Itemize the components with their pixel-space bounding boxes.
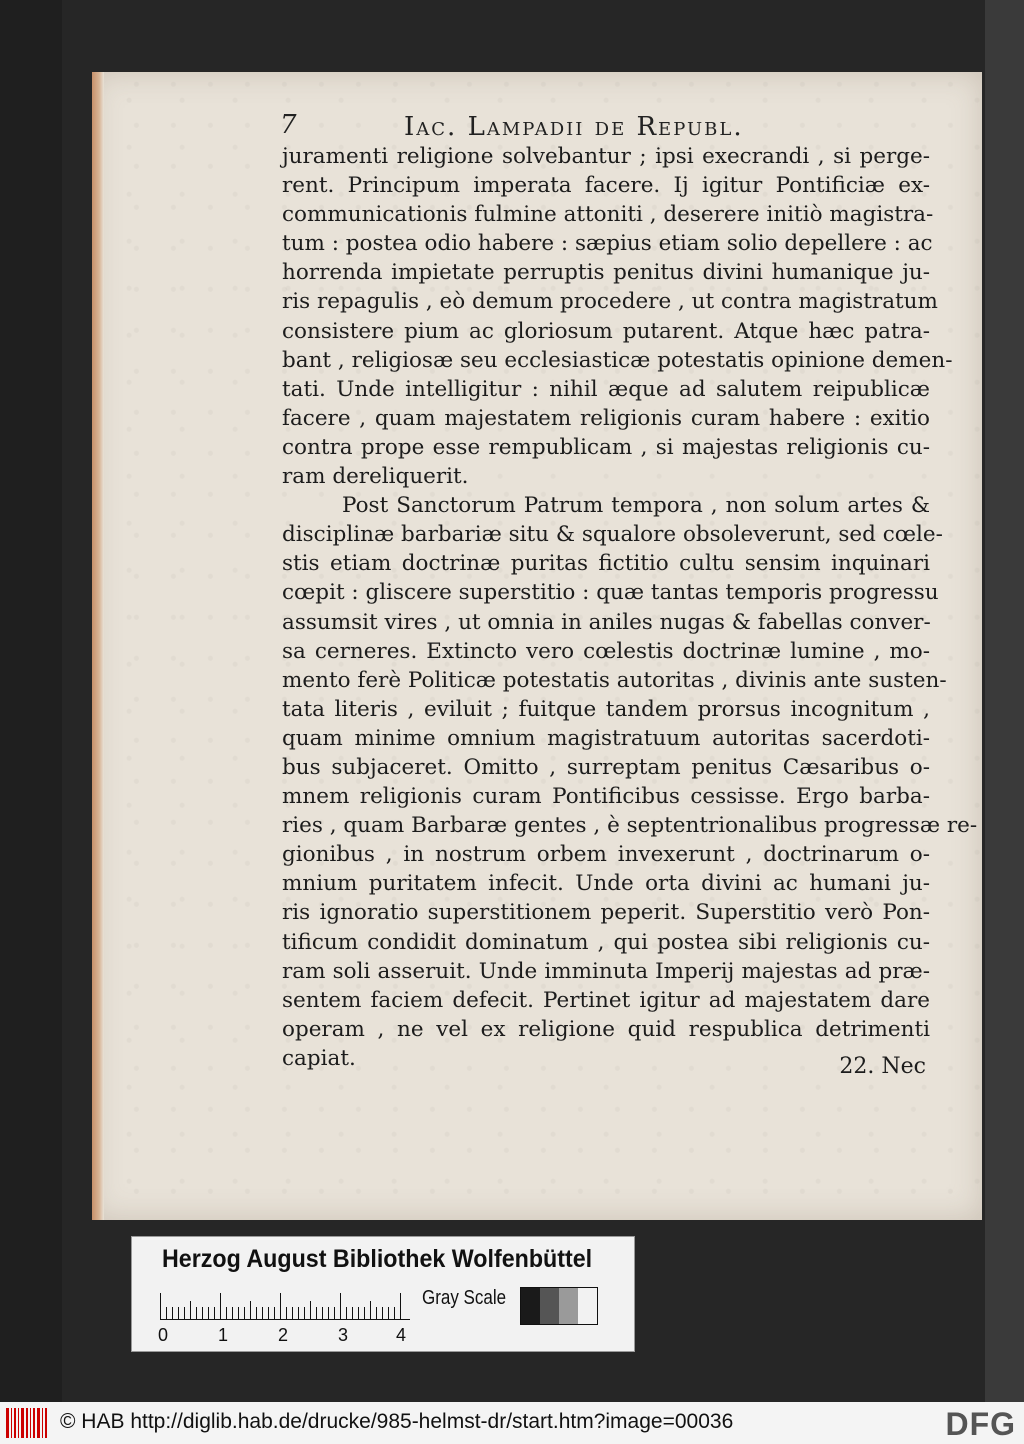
scale-number: 4 [396, 1325, 407, 1345]
ruler-tick [226, 1307, 227, 1319]
ruler-tick [394, 1307, 395, 1319]
ruler-tick [190, 1301, 191, 1319]
barcode-bar [30, 1408, 31, 1438]
ruler-tick [166, 1307, 167, 1319]
text-line: assumsit vires , ut omnia in aniles nugas & fabellas conver- [282, 609, 931, 635]
gray-scale-swatches [520, 1287, 598, 1325]
scale-number: 3 [338, 1325, 349, 1345]
ruler-tick [370, 1301, 371, 1319]
gray-swatch [559, 1288, 578, 1324]
ruler-tick [310, 1301, 311, 1319]
ruler-tick [184, 1307, 185, 1319]
footer-bar [0, 1402, 1024, 1444]
barcode-bar [21, 1408, 24, 1438]
gray-swatch [540, 1288, 559, 1324]
barcode-bar [18, 1408, 19, 1438]
text-line: juramenti religione solvebantur ; ipsi execrandi , si perge- [282, 144, 930, 169]
barcode-bar [42, 1408, 43, 1438]
ruler-tick [172, 1307, 173, 1319]
barcode-bar [6, 1408, 9, 1438]
ruler-tick [214, 1307, 215, 1319]
text-line: bus subjaceret. Omitto , surreptam penitus Cæsaribus o- [282, 754, 930, 780]
barcode-bar [14, 1408, 16, 1438]
text-line: consistere pium ac gloriosum putarent. Atque hæc patra- [282, 318, 930, 344]
copyright-url[interactable]: © HAB http://diglib.hab.de/drucke/985-helmst-dr/start.htm?image=00036 [60, 1410, 734, 1433]
ruler-tick [274, 1307, 275, 1319]
gray-swatch [521, 1288, 540, 1324]
dfg-logo: DFG [945, 1406, 1016, 1442]
ruler-tick [292, 1307, 293, 1319]
text-line: ries , quam Barbaræ gentes , è septentrionalibus progressæ re- [282, 813, 978, 839]
ruler-tick [376, 1307, 377, 1319]
text-line: mnium puritatem infecit. Unde orta divini ac humani ju- [282, 871, 930, 897]
text-line: gionibus , in nostrum orbem invexerunt , doctrinarum o- [282, 842, 930, 868]
text-line: sa cerneres. Extincto vero cœlestis doctrinæ lumine , mo- [282, 638, 930, 664]
text-line: ris ignoratio superstitionem peperit. Superstitio verò Pon- [282, 900, 930, 926]
library-name: Herzog August Bibliothek Wolfenbüttel [162, 1245, 593, 1273]
text-line: Post Sanctorum Patrum tempora , non solum artes & [342, 493, 930, 519]
ruler-tick [400, 1293, 401, 1319]
barcode-bar [33, 1408, 35, 1438]
ruler-tick [202, 1307, 203, 1319]
ruler-tick [298, 1307, 299, 1319]
ruler-tick [346, 1307, 347, 1319]
barcode-bar [37, 1408, 40, 1438]
book-cover-edge [985, 0, 1024, 1402]
gray-scale-label: Gray Scale [422, 1287, 507, 1309]
text-line: bant , religiosæ seu ecclesiasticæ potestatis opinione demen- [282, 347, 953, 373]
ruler-tick [304, 1307, 305, 1319]
hab-barcode-logo [6, 1408, 48, 1438]
ruler-tick [262, 1307, 263, 1319]
text-line: ris repagulis , eò demum procedere , ut contra magistratum [282, 289, 938, 315]
ruler-tick [196, 1307, 197, 1319]
catchword: 22. Nec [839, 1054, 926, 1079]
ruler-tick [286, 1307, 287, 1319]
book-page [92, 72, 982, 1220]
page-number: 7 [280, 110, 297, 140]
ruler-tick [250, 1301, 251, 1319]
text-line: communicationis fulmine attoniti , deserere initiò magistra- [282, 202, 934, 228]
ruler-tick [244, 1307, 245, 1319]
ruler-tick [238, 1307, 239, 1319]
running-head: Iac. Lampadii de Republ. [404, 112, 744, 142]
text-line: facere , quam majestatem religionis curam habere : exitio [282, 405, 930, 431]
text-line: contra prope esse rempublicam , si majestas religionis cu- [282, 434, 930, 460]
ruler-tick [268, 1307, 269, 1319]
gray-swatch [578, 1288, 597, 1324]
body-text [282, 142, 978, 1073]
ruler-tick [340, 1293, 341, 1319]
scan-left-edge [0, 0, 62, 1402]
barcode-bar [11, 1408, 12, 1438]
ruler-tick [358, 1307, 359, 1319]
ruler-tick [322, 1307, 323, 1319]
ruler-tick [352, 1307, 353, 1319]
scale-number: 2 [278, 1325, 289, 1345]
ruler-tick [316, 1307, 317, 1319]
ruler-tick [256, 1307, 257, 1319]
text-line: ram dereliquerit. [282, 464, 469, 490]
text-line: mnem religionis curam Pontificibus cessisse. Ergo barba- [282, 784, 930, 810]
ruler-tick [328, 1307, 329, 1319]
color-calibration-card [131, 1236, 635, 1352]
text-line: ram soli asseruit. Unde imminuta Imperij majestas ad præ- [282, 958, 930, 984]
barcode-bar [26, 1408, 28, 1438]
text-line: quam minime omnium magistratuum autoritas sacerdoti- [282, 725, 930, 751]
text-line: rent. Principum imperata facere. Ij igitur Pontificiæ ex- [282, 173, 930, 199]
scale-number: 0 [158, 1325, 169, 1345]
text-line: horrenda impietate perruptis penitus divini humanique ju- [282, 260, 930, 286]
text-line: operam , ne vel ex religione quid respublica detrimenti [282, 1016, 930, 1042]
text-line: stis etiam doctrinæ puritas fictitio cultu sensim inquinari [282, 551, 930, 577]
ruler-tick [232, 1307, 233, 1319]
page-fore-edge [92, 72, 104, 1220]
text-line: capiat. [282, 1045, 356, 1071]
text-line: disciplinæ barbariæ situ & squalore obsoleverunt, sed cœle- [282, 522, 943, 548]
text-line: sentem faciem defecit. Pertinet igitur ad majestatem dare [282, 987, 930, 1013]
ruler-tick [280, 1293, 281, 1319]
ruler-tick [178, 1307, 179, 1319]
text-line: tati. Unde intelligitur : nihil æque ad salutem reipublicæ [282, 376, 930, 402]
ruler-tick [220, 1293, 221, 1319]
text-line: cœpit : gliscere superstitio : quæ tantas temporis progressu [282, 580, 939, 606]
text-line: mento ferè Politicæ potestatis autoritas , divinis ante susten- [282, 667, 947, 693]
scale-number: 1 [218, 1325, 229, 1345]
ruler-tick [364, 1307, 365, 1319]
text-line: tum : postea odio habere : sæpius etiam solio depellere : ac [282, 231, 933, 257]
text-line: tificum condidit dominatum , qui postea sibi religionis cu- [282, 929, 930, 955]
ruler-tick [160, 1293, 161, 1319]
ruler-tick [208, 1307, 209, 1319]
text-line: tata literis , eviluit ; fuitque tandem prorsus incognitum , [282, 696, 930, 722]
scale-ruler [160, 1293, 410, 1320]
barcode-bar [45, 1408, 47, 1438]
ruler-tick [382, 1307, 383, 1319]
ruler-tick [388, 1307, 389, 1319]
ruler-tick [334, 1307, 335, 1319]
